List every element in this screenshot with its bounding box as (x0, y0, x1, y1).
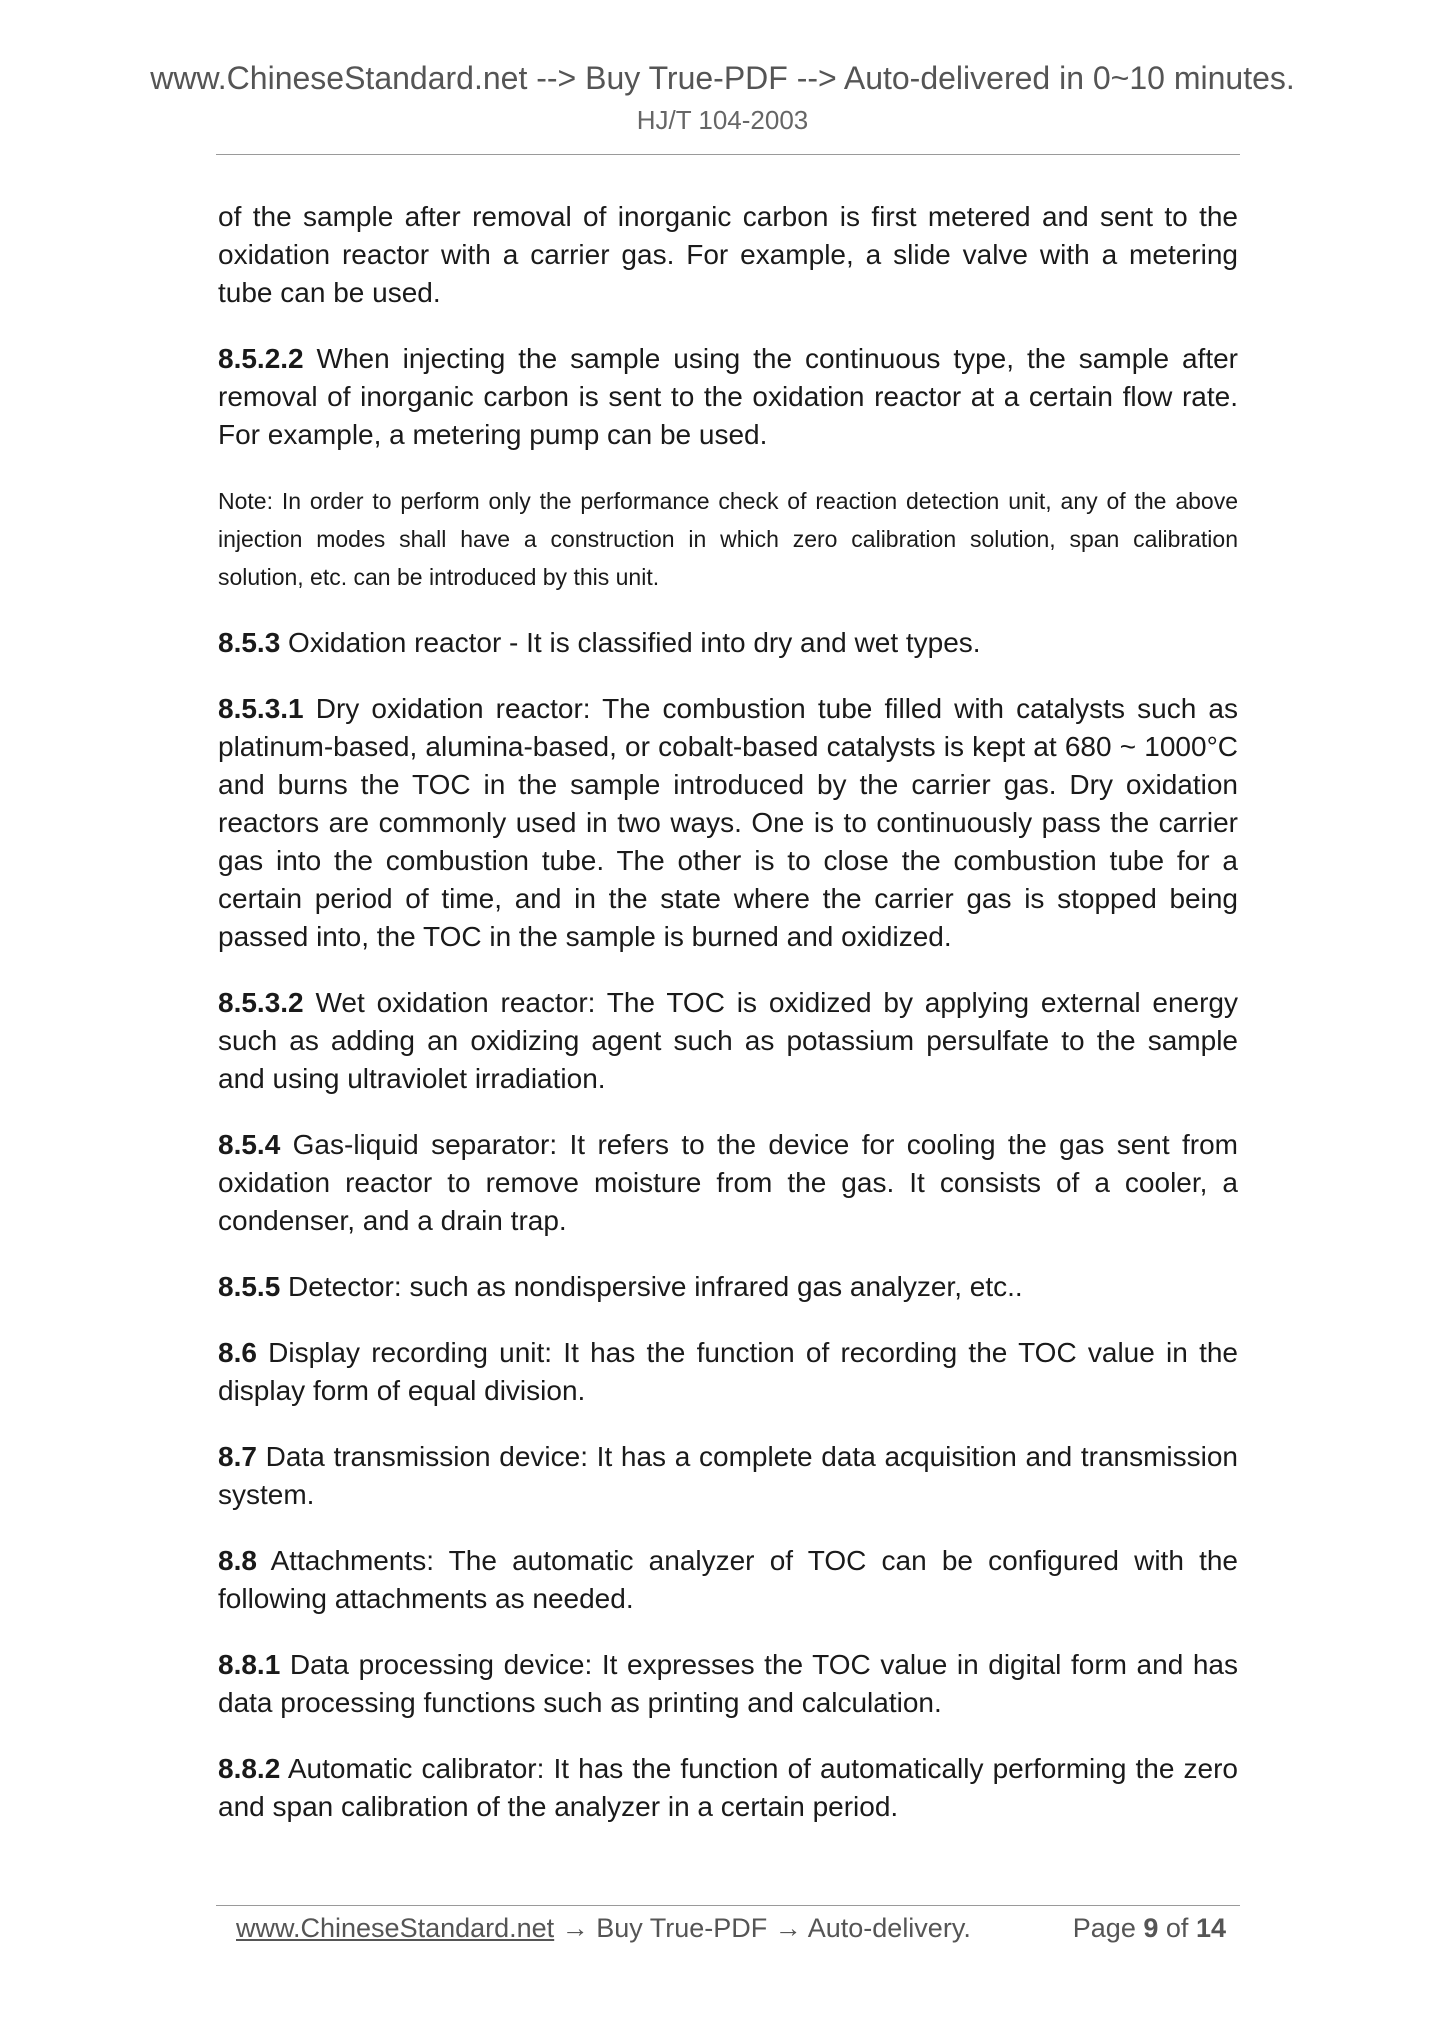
paragraph (218, 984, 1238, 1098)
current-page: 9 (1143, 1913, 1159, 1943)
of-label: of (1165, 1913, 1189, 1943)
clause-number: 8.5.3.2 (218, 987, 304, 1018)
page-footer (236, 1910, 1226, 1946)
paragraph-text: Wet oxidation reactor: The TOC is oxidized by applying external energy such as adding an oxidizing agent such as potassium persulfate to the sample and using ultraviolet irradiation. (218, 987, 1238, 1094)
note-paragraph (218, 482, 1238, 596)
clause-number: 8.5.2.2 (218, 343, 304, 374)
paragraph (218, 1750, 1238, 1826)
paragraph (218, 1334, 1238, 1410)
paragraph (218, 340, 1238, 454)
clause-number: 8.7 (218, 1441, 257, 1472)
paragraph (218, 1126, 1238, 1240)
header-divider (216, 154, 1240, 155)
page-number (1073, 1910, 1226, 1946)
paragraph (218, 1268, 1238, 1306)
paragraph-text: Data transmission device: It has a complete data acquisition and transmission system. (218, 1441, 1238, 1510)
paragraph-text: Attachments: The automatic analyzer of TOC can be configured with the following attachments as needed. (218, 1545, 1238, 1614)
document-code: HJ/T 104-2003 (636, 105, 809, 135)
clause-number: 8.5.3.1 (218, 693, 304, 724)
paragraph-text: When injecting the sample using the continuous type, the sample after removal of inorganic carbon is sent to the oxidation reactor at a certain flow rate. For example, a metering pump can be used. (218, 343, 1238, 450)
paragraph (218, 198, 1238, 312)
paragraph-text: Oxidation reactor - It is classified into dry and wet types. (280, 627, 981, 658)
clause-number: 8.8 (218, 1545, 257, 1576)
paragraph-text: of the sample after removal of inorganic carbon is first metered and sent to the oxidation reactor with a carrier gas. For example, a slide valve with a metering tube can be used. (218, 201, 1238, 308)
clause-number: 8.5.4 (218, 1129, 281, 1160)
page-label: Page (1072, 1913, 1136, 1943)
clause-number: 8.6 (218, 1337, 257, 1368)
footer-promo-text: → Buy True-PDF → Auto-delivery. (554, 1913, 971, 1943)
banner-text: www.ChineseStandard.net --> Buy True-PDF --> Auto-delivered in 0~10 minutes. (150, 60, 1295, 96)
footer-promo (236, 1910, 971, 1946)
paragraph (218, 1646, 1238, 1722)
paragraph-text: Automatic calibrator: It has the function of automatically performing the zero and span calibration of the analyzer in a certain period. (218, 1753, 1238, 1822)
paragraph (218, 1542, 1238, 1618)
total-pages: 14 (1195, 1913, 1226, 1943)
note-text: Note: In order to perform only the performance check of reaction detection unit, any of the above injection modes shall have a construction in which zero calibration solution, span calibration solution, etc. can be introduced by this unit. (218, 488, 1238, 590)
paragraph-text: Display recording unit: It has the function of recording the TOC value in the display form of equal division. (218, 1337, 1238, 1406)
footer-divider (216, 1905, 1240, 1906)
paragraph-text: Detector: such as nondispersive infrared gas analyzer, etc.. (280, 1271, 1023, 1302)
clause-number: 8.8.1 (218, 1649, 281, 1680)
footer-site-link[interactable]: www.ChineseStandard.net (236, 1913, 555, 1943)
clause-number: 8.5.5 (218, 1271, 281, 1302)
paragraph-text: Data processing device: It expresses the TOC value in digital form and has data processing functions such as printing and calculation. (218, 1649, 1238, 1718)
paragraph-text: Gas-liquid separator: It refers to the device for cooling the gas sent from oxidation reactor to remove moisture from the gas. It consists of a cooler, a condenser, and a drain trap. (218, 1129, 1238, 1236)
paragraph (218, 690, 1238, 956)
page-body (218, 198, 1238, 1854)
clause-number: 8.8.2 (218, 1753, 281, 1784)
paragraph-text: Dry oxidation reactor: The combustion tube filled with catalysts such as platinum-based, alumina-based, or cobalt-based catalysts is kept at 680 ~ 1000°C and burns the TOC in the sample introduced by the carrier gas. Dry oxidation reactors are commonly used in two ways. One is to continuously pass the carrier gas into the combustion tube. The other is to close the combustion tube for a certain period of time, and in the state where the carrier gas is stopped being passed into, the TOC in the sample is burned and oxidized. (218, 693, 1238, 952)
paragraph (218, 1438, 1238, 1514)
paragraph (218, 624, 1238, 662)
clause-number: 8.5.3 (218, 627, 281, 658)
